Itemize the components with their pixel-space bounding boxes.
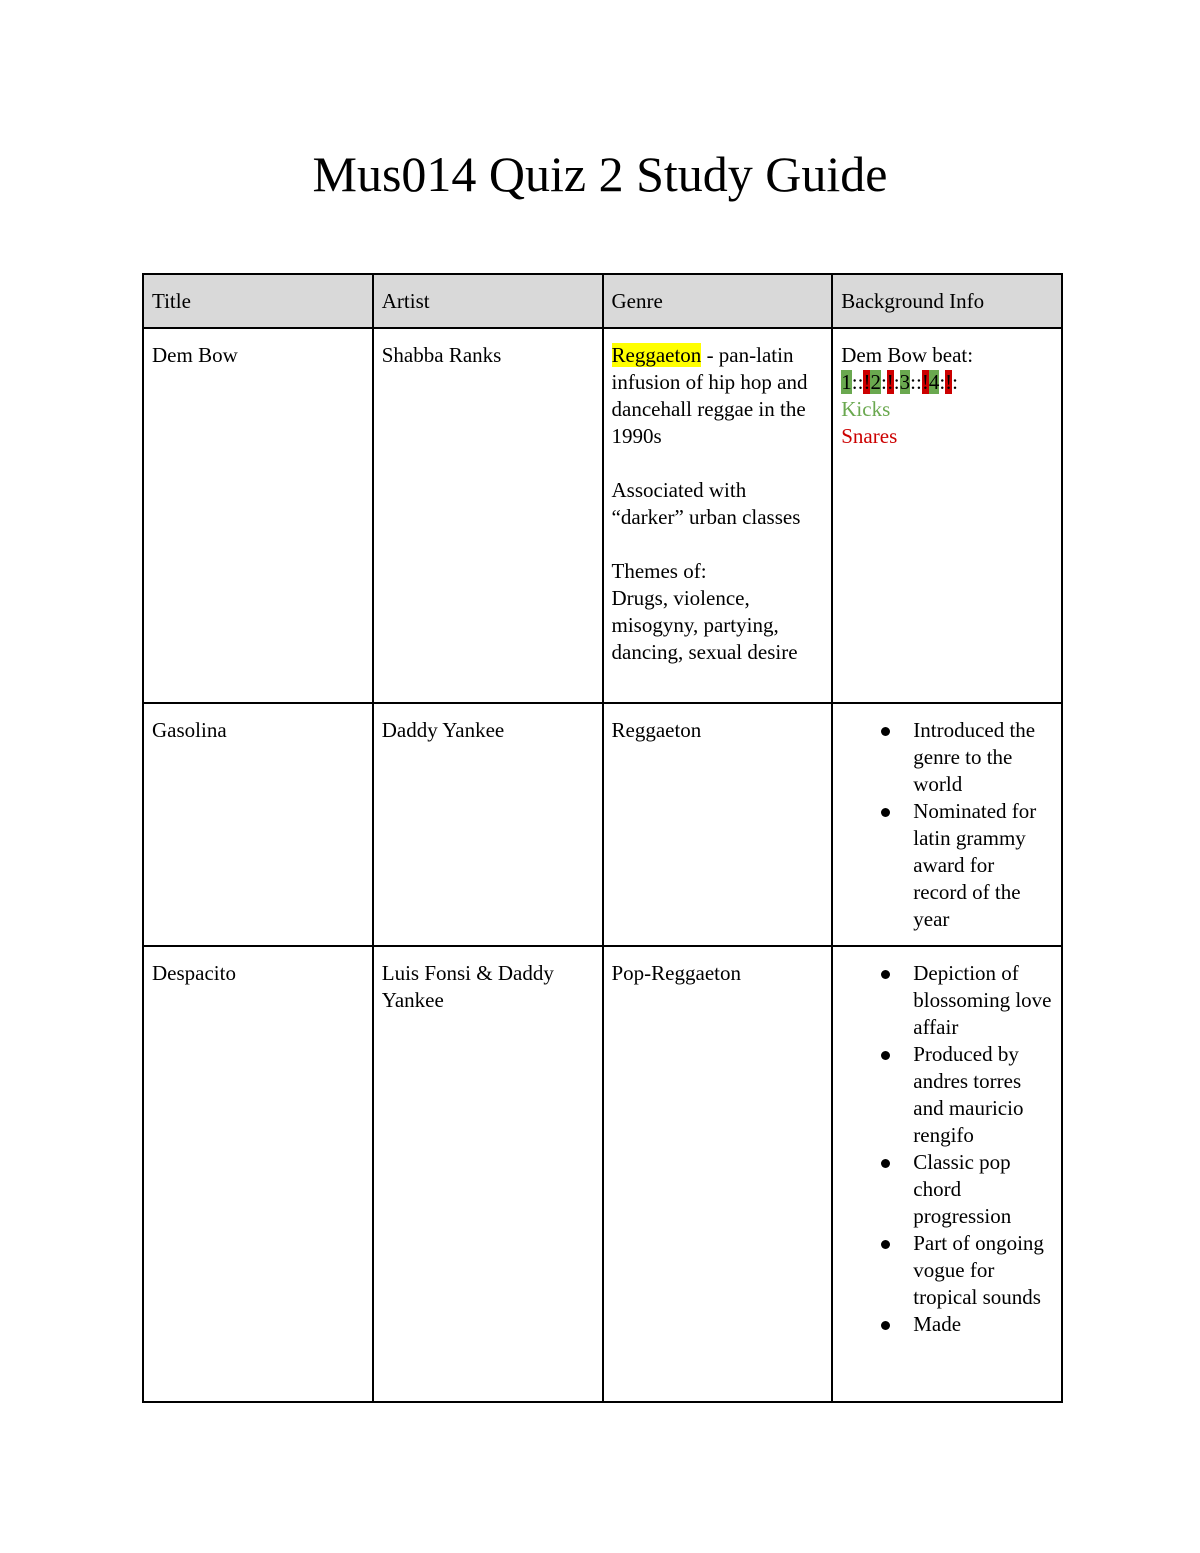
header-background-info: Background Info [832, 274, 1062, 328]
table-row [143, 328, 1062, 703]
header-genre: Genre [603, 274, 833, 328]
cell-artist: Shabba Ranks [373, 328, 603, 703]
cell-title: Dem Bow [143, 328, 373, 703]
cell-title: Despacito [143, 946, 373, 1402]
beat-pattern [841, 369, 1053, 396]
beat-rest: : [910, 370, 916, 394]
table-row [143, 946, 1062, 1402]
legend-kicks: Kicks [841, 397, 891, 421]
beat-kick: 4 [928, 370, 940, 394]
beat-snare: ! [945, 370, 953, 394]
cell-genre: Reggaeton [603, 703, 833, 946]
beat-snare: ! [886, 370, 894, 394]
background-bullet-list [841, 717, 1053, 933]
list-item: Made [913, 1311, 1053, 1338]
table-row [143, 703, 1062, 946]
beat-kick: 1 [841, 370, 852, 394]
genre-description [612, 342, 824, 450]
beat-rest: : [939, 370, 946, 394]
themes-heading: Themes of: [611, 559, 707, 583]
header-title: Title [143, 274, 373, 328]
cell-genre [603, 328, 833, 703]
document-title: Mus014 Quiz 2 Study Guide [312, 146, 888, 202]
genre-association: Associated with “darker” urban classes [611, 478, 801, 529]
beat-snare: ! [921, 370, 929, 394]
beat-label: Dem Bow beat: [841, 343, 974, 367]
list-item: Produced by andres torres and mauricio rengifo [913, 1041, 1053, 1149]
genre-description-text: - pan-latin infusion of hip hop and dancehall reggae in the 1990s [611, 343, 808, 448]
beat-kick: 3 [899, 370, 911, 394]
cell-title: Gasolina [143, 703, 373, 946]
cell-artist: Daddy Yankee [373, 703, 603, 946]
beat-rest: : [952, 370, 958, 394]
cell-genre: Pop-Reggaeton [603, 946, 833, 1402]
list-item: Depiction of blossoming love affair [913, 961, 1052, 1039]
list-item: Part of ongoing vogue for tropical sounds [913, 1230, 1053, 1311]
beat-kick: 2 [870, 370, 881, 394]
cell-background-info [832, 328, 1062, 703]
list-item: Introduced the genre to the world [913, 717, 1053, 798]
legend-snares: Snares [841, 424, 898, 448]
beat-rest: : [857, 370, 864, 394]
cell-artist: Luis Fonsi & Daddy Yankee [373, 946, 603, 1402]
highlighted-genre: Reggaeton [611, 343, 702, 367]
cell-background-info [832, 946, 1062, 1402]
beat-rest: : [880, 370, 887, 394]
beat-snare: ! [863, 370, 871, 394]
list-item: Nominated for latin grammy award for record of the year [913, 798, 1053, 933]
background-bullet-list [841, 960, 1053, 1338]
beat-rest: : [893, 370, 900, 394]
study-guide-table [142, 273, 1063, 1403]
beat-rest: : [851, 370, 858, 394]
beat-rest: : [915, 370, 922, 394]
header-artist: Artist [373, 274, 603, 328]
list-item: Classic pop chord progression [913, 1149, 1053, 1230]
table-header-row [143, 274, 1062, 328]
cell-background-info [832, 703, 1062, 946]
themes-list: Drugs, violence, misogyny, partying, dancing, sexual desire [611, 586, 798, 664]
